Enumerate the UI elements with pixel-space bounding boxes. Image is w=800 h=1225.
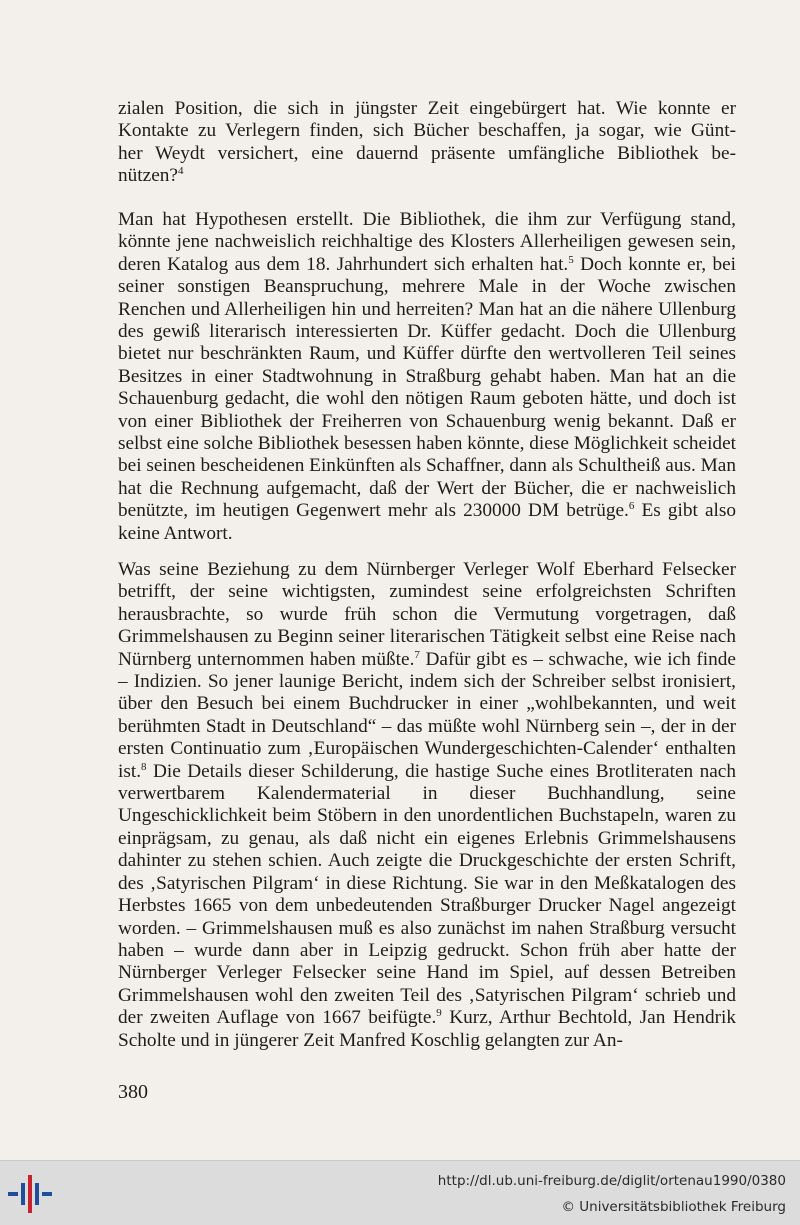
paragraph-2 xyxy=(118,209,736,545)
paragraph-3 xyxy=(118,559,736,1052)
paragraph-1-line-2: Kontakte zu Verlegern finden, sich Bücher beschaffen, ja sogar, wie Günt- xyxy=(118,120,736,142)
paragraph-2-text-c: Es gibt also keine Antwort. xyxy=(118,500,736,544)
ub-freiburg-logo-icon[interactable] xyxy=(8,1175,52,1213)
paragraph-2-text-a: Man hat Hypothesen erstellt. Die Bibliothek, die ihm zur Verfügung stand, könnte jene nachweislich reichhaltige des Klosters Allerheiligen gewesen sein, deren Katalog aus dem 18. Jahrhundert sich erhalten hat. xyxy=(118,209,736,275)
paragraph-1-line-1: zialen Position, die sich in jüngster Zeit eingebürgert hat. Wie konnte er xyxy=(118,98,736,119)
page-number: 380 xyxy=(118,1081,148,1103)
footnote-ref-7[interactable]: 7 xyxy=(414,648,420,661)
footnote-ref-8[interactable]: 8 xyxy=(141,760,147,773)
paragraph-3-text-b: Dafür gibt es – schwache, wie ich finde – Indizien. So jener launige Bericht, indem sich der Schreiber selbst ironisiert, über den Besuch bei einem Buchdrucker in einer „wohlbekannten, und weit berühmten Stadt in Deutschland“ – das müßte wohl Nürnberg sein –, der in der ersten Continuatio zum ‚Europäischen Wundergeschichten-Calender‘ enthalten ist. xyxy=(118,648,736,782)
paragraph-3-text-a: Was seine Beziehung zu dem Nürnberger Verleger Wolf Eberhard Felsecker betrifft, der seine wichtigsten, zumindest seine erfolgreichsten Schriften herausbrachte, so wurde früh schon die Vermutung vorgetragen, daß Grimmelshausen zu Beginn seiner literarischen Tätigkeit selbst eine Reise nach Nürnberg unternommen haben müßte. xyxy=(118,559,736,670)
copyright-text: © Universitätsbibliothek Freiburg xyxy=(561,1199,786,1215)
paragraph-1-line-4 xyxy=(118,165,736,187)
paragraph-1-line-4-text: nützen? xyxy=(118,165,178,187)
paragraph-3-text-c: Die Details dieser Schilderung, die hastige Suche eines Brotliteraten nach verwertbarem Kalendermaterial in dieser Buchhandlung, seine Ungeschicklichkeit beim Stöbern in den unordentlichen Buchstapeln, waren zu einprägsam, zu genau, als daß nicht ein eigenes Erlebnis Grimmelshausens dahinter zu stehen schien. Auch zeigte die Druckgeschichte der ersten Schrift, des ‚Satyrischen Pilgram‘ in diese Richtung. Sie war in den Meßkatalogen des Herbstes 1665 von dem unbedeutenden Straßburger Drucker Nagel angezeigt worden. – Grimmelshausen muß es also zunächst im nahen Straßburg versucht haben – wurde dann aber in Leipzig gedruckt. Schon früh aber hatte der Nürnberger Verleger Felsecker seine Hand im Spiel, auf dessen Betreiben Grimmelshausen wohl den zweiten Teil des ‚Satyrischen Pilgram‘ schrieb und der zweiten Auflage von 1667 beifügte. xyxy=(118,760,736,1029)
footnote-ref-5[interactable]: 5 xyxy=(568,253,574,266)
paragraph-3-text-d: Kurz, Arthur Bechtold, Jan Hendrik Scholte und in jüngerer Zeit Manfred Koschlig gelangten zur An- xyxy=(118,1007,736,1051)
footer-bar xyxy=(0,1160,800,1225)
footnote-ref-4[interactable]: 4 xyxy=(177,165,184,178)
paragraph-1 xyxy=(118,98,736,188)
footnote-ref-9[interactable]: 9 xyxy=(436,1007,442,1020)
source-url-link[interactable]: http://dl.ub.uni-freiburg.de/diglit/ortenau1990/0380 xyxy=(437,1173,786,1189)
footnote-ref-6[interactable]: 6 xyxy=(628,500,635,513)
paragraph-1-line-3: her Weydt versichert, eine dauernd präsente umfängliche Bibliothek be- xyxy=(118,142,736,164)
paragraph-2-text-b: Doch konnte er, bei seiner sonstigen Beanspruchung, mehrere Male in der Woche zwischen Renchen und Allerheiligen hin und herreiten? Man hat an die nähere Ullenburg des gewiß literarisch interessierten Dr. Küffer gedacht. Doch die Ullenburg bietet nur beschränkten Raum, und Küffer dürfte den wertvolleren Teil seines Besitzes in einer Stadtwohnung in Straßburg gehabt haben. Man hat an die Schauenburg gedacht, die wohl den nötigen Raum geboten hätte, und doch ist von einer Bibliothek der Freiherren von Schauenburg wenig bekannt. Daß er selbst eine solche Bibliothek besessen haben könnte, diese Möglichkeit scheidet bei seinen bescheidenen Einkünften als Schaffner, dann als Schultheiß aus. Man hat die Rechnung aufgemacht, daß der Wert der Bücher, die er nachweislich benützte, im heutigen Gegenwert mehr als 230000 DM betrüge. xyxy=(118,253,736,522)
